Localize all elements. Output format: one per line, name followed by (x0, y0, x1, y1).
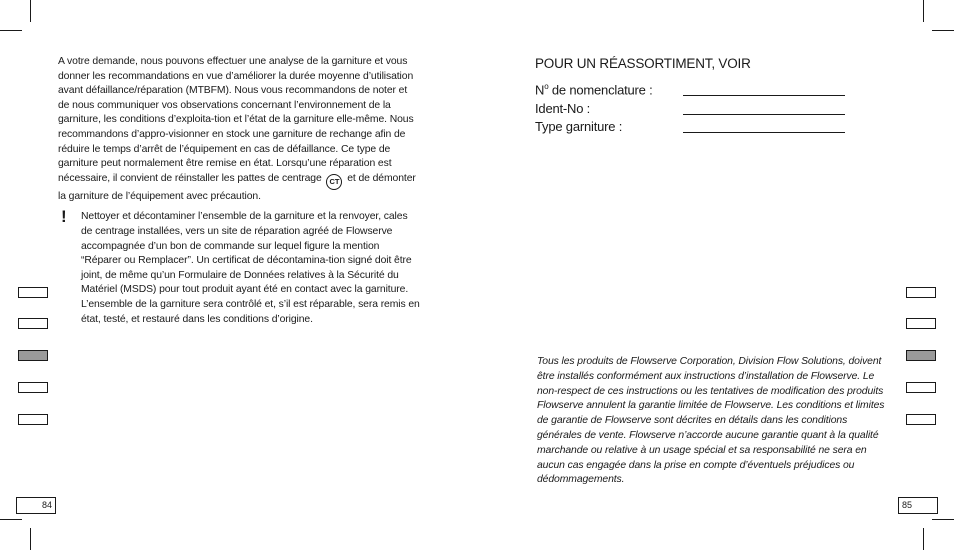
field-nomenclature-label: $N^o$ de nomenclature : (535, 82, 653, 98)
crop-mark (923, 528, 924, 550)
crop-mark (30, 528, 31, 550)
section-tab[interactable] (906, 287, 936, 298)
crop-mark (932, 519, 954, 520)
crop-mark (932, 30, 954, 31)
left-page-body (58, 55, 420, 327)
intro-paragraph: A votre demande, nous pouvons effectuer une analyse de la garniture et vous donner les recommandations en vue d’améliorer la durée moyenne d’utilisation avant défaillance/réparation (MTBFM). Nous vous recommandons de noter et de nous communiquer vos observations concernant l’environnement de la garniture, les conditions d’exploita-tion et l’état de la garniture elle-même. Nous recommandons d’appro-visionner en stock une garniture de rechange afin de réduire le temps d’arrêt de l’équipement en cas de défaillance. Ce type de garniture peut normalement être remise en état. Lorsqu’une réparation est nécessaire, il convient de réinstaller les pattes de centrage CT et de démonter la garniture de l’équipement avec précaution. (58, 56, 416, 202)
warning-icon: ! (61, 207, 67, 227)
warning-text: Nettoyer et décontaminer l’ensemble de la garniture et la renvoyer, cales de centrage installées, vers un site de réparation agréé de Flowserve accompagnée d’un bon de commande sur lequel figure la mention “Réparer ou Remplacer”. Un certificat de décontamina-tion signé doit être joint, de même qu’un Formulaire de Données relatives à la Sécurité du Matériel (MSDS) pour tout produit ayant été en contact avec la garniture. L’ensemble de la garniture sera contrôlé et, s’il est réparable, sera remis en état, testé, et restauré dans les conditions d’origine. (81, 211, 420, 325)
warning-block (58, 207, 420, 327)
page-number-left: 84 (16, 497, 56, 514)
crop-mark (30, 0, 31, 22)
reorder-title: POUR UN RÉASSORTIMENT, VOIR (535, 56, 751, 71)
crop-mark (0, 30, 22, 31)
section-tab-active[interactable] (18, 350, 48, 361)
section-tab[interactable] (906, 382, 936, 393)
section-tab[interactable] (18, 287, 48, 298)
section-tab[interactable] (18, 382, 48, 393)
section-tab[interactable] (906, 318, 936, 329)
field-ident-line[interactable] (683, 114, 845, 115)
centering-tab-badge: CT (326, 174, 342, 190)
crop-mark (0, 519, 22, 520)
field-seal-type-label: Type garniture : (535, 119, 623, 134)
page-number-right: 85 (898, 497, 938, 514)
section-tab[interactable] (906, 414, 936, 425)
crop-mark (923, 0, 924, 22)
section-tab[interactable] (18, 414, 48, 425)
section-tab[interactable] (18, 318, 48, 329)
field-ident-label: Ident-No : (535, 101, 591, 116)
warranty-disclaimer: Tous les produits de Flowserve Corporation, Division Flow Solutions, doivent être installés conformément aux instructions d’installation de Flowserve. Le non-respect de ces instructions ou les tentatives de modification des produits Flowserve annulent la garantie limitée de Flowserve. Les conditions et limites de garantie de Flowserve sont décrites en détails dans les conditions générales de vente. Flowserve n’accorde aucune garantie quant à la qualité marchande ou relative à un usage spécial et sa responsabilité ne sera en aucun cas engagée dans la prise en compte d’éventuels préjudices ou dédommagements. (537, 356, 885, 486)
section-tab-active[interactable] (906, 350, 936, 361)
field-nomenclature-line[interactable] (683, 95, 845, 96)
field-seal-type-line[interactable] (683, 132, 845, 133)
